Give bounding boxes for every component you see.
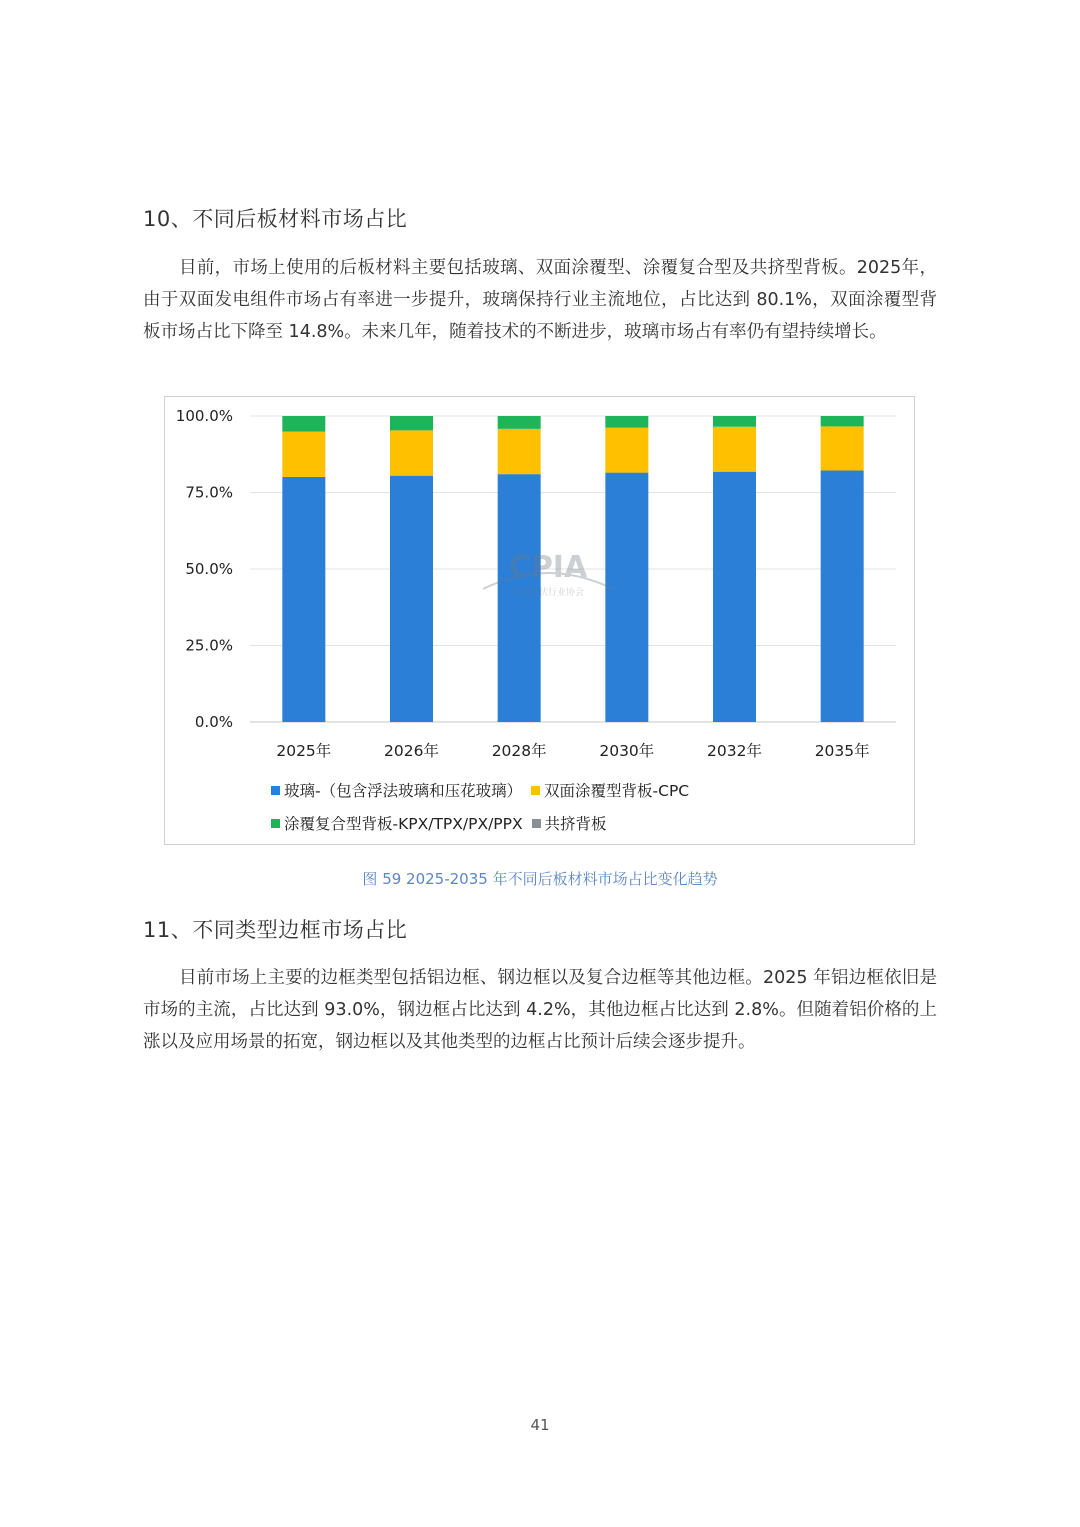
bar-segment bbox=[390, 416, 433, 430]
bar-segment bbox=[282, 416, 325, 432]
stacked-bar-chart bbox=[164, 396, 915, 845]
x-tick-label: 2025年 bbox=[276, 742, 332, 760]
bar-segment bbox=[605, 416, 648, 428]
section-10-heading: 10、不同后板材料市场占比 bbox=[143, 207, 408, 231]
legend-label: 双面涂覆型背板-CPC bbox=[544, 782, 690, 800]
legend-swatch bbox=[532, 819, 541, 828]
legend-item-cpc bbox=[531, 775, 689, 808]
cpia-watermark-logo bbox=[483, 527, 613, 607]
x-tick-label: 2035年 bbox=[814, 742, 870, 760]
x-tick-label: 2030年 bbox=[599, 742, 655, 760]
legend-swatch bbox=[271, 786, 280, 795]
y-tick-label: 25.0% bbox=[185, 636, 233, 655]
bar-segment bbox=[282, 432, 325, 477]
legend-label: 玻璃-（包含浮法玻璃和压花玻璃） bbox=[284, 782, 523, 800]
legend-label: 共挤背板 bbox=[544, 815, 607, 833]
page-number: 41 bbox=[530, 1416, 550, 1434]
bar-segment bbox=[713, 416, 756, 427]
legend-item-kpx bbox=[271, 808, 523, 841]
chart-legend bbox=[271, 775, 831, 841]
bar-segment bbox=[498, 429, 541, 474]
bar-segment bbox=[821, 426, 864, 470]
bar-segment bbox=[713, 427, 756, 472]
svg-text:CPIA: CPIA bbox=[508, 550, 588, 585]
figure-caption: 图 59 2025-2035 年不同后板材料市场占比变化趋势 bbox=[362, 870, 718, 888]
legend-swatch bbox=[271, 819, 280, 828]
section-11-paragraph: 目前市场上主要的边框类型包括铝边框、钢边框以及复合边框等其他边框。2025 年铝边框依旧是市场的主流，占比达到 93.0%，钢边框占比达到 4.2%，其他边框占比达到 2.8%。但随着铝价格的上涨以及应用场景的拓宽，钢边框以及其他类型的边框占比预计后续会逐步提升。 bbox=[143, 968, 937, 1052]
bar-segment bbox=[390, 476, 433, 722]
svg-text:中国光伏行业协会: 中国光伏行业协会 bbox=[511, 588, 585, 598]
bar-segment bbox=[821, 416, 864, 426]
bar-segment bbox=[498, 416, 541, 429]
bar-segment bbox=[390, 430, 433, 475]
y-tick-label: 0.0% bbox=[194, 713, 233, 731]
legend-item-glass bbox=[271, 775, 522, 808]
cpia-logo-icon bbox=[483, 527, 613, 607]
y-tick-label: 75.0% bbox=[185, 483, 233, 502]
y-tick-label: 100.0% bbox=[175, 407, 233, 425]
section-10-paragraph: 目前，市场上使用的后板材料主要包括玻璃、双面涂覆型、涂覆复合型及共挤型背板。2025年，由于双面发电组件市场占有率进一步提升，玻璃保持行业主流地位，占比达到 80.1%，双面涂覆型背板市场占比下降至 14.8%。未来几年，随着技术的不断进步，玻璃市场占有率仍有望持续增长。 bbox=[143, 258, 937, 342]
legend-item-coextruded bbox=[532, 808, 607, 841]
section-11-heading: 11、不同类型边框市场占比 bbox=[143, 918, 408, 942]
y-tick-label: 50.0% bbox=[185, 560, 233, 578]
bar-segment bbox=[713, 472, 756, 722]
bar-segment bbox=[821, 470, 864, 722]
x-tick-label: 2028年 bbox=[491, 742, 547, 760]
bar-segment bbox=[282, 477, 325, 722]
bar-segment bbox=[605, 428, 648, 473]
legend-swatch bbox=[531, 786, 540, 795]
x-tick-label: 2032年 bbox=[707, 742, 762, 760]
x-tick-label: 2026年 bbox=[384, 742, 439, 760]
legend-label: 涂覆复合型背板-KPX/TPX/PX/PPX bbox=[284, 815, 523, 833]
